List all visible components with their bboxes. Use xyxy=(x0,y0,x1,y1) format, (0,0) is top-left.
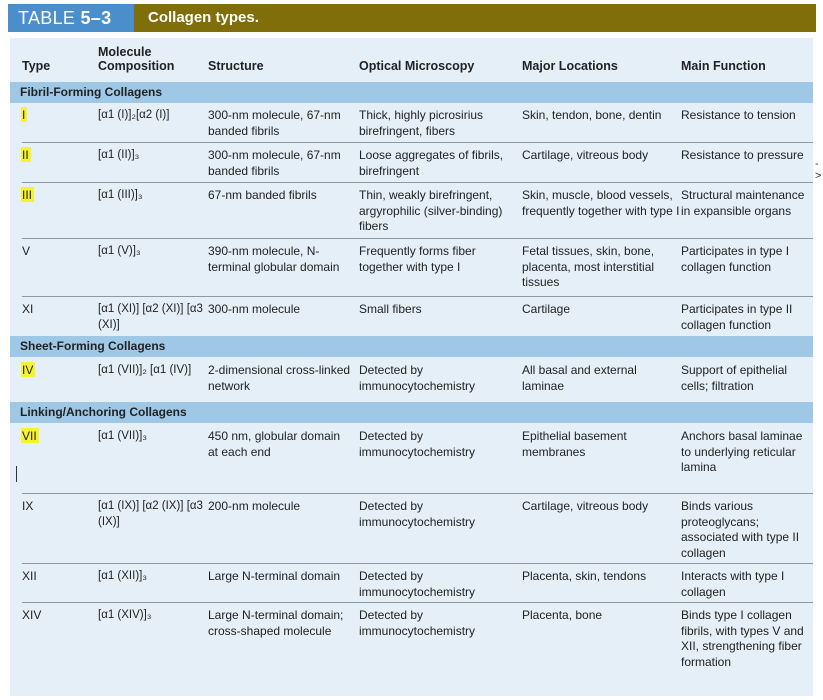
cell-optical xyxy=(359,363,519,394)
composition-text: [α1 (XIV)]₃ xyxy=(98,609,152,621)
cell-type xyxy=(22,244,30,260)
table-title-bar xyxy=(8,4,816,32)
cell-type xyxy=(22,108,27,124)
cell-locations xyxy=(522,608,682,624)
structure-text: 2-dimensional cross-linked network xyxy=(208,363,351,393)
cell-function xyxy=(681,244,811,275)
type-text: I xyxy=(22,108,26,122)
function-text: Structural maintenance in expansible organs xyxy=(681,188,805,218)
type-text: VII xyxy=(22,429,37,443)
header-type: Type xyxy=(22,59,51,73)
section-header: Sheet-Forming Collagens xyxy=(10,336,813,357)
cell-composition xyxy=(98,363,208,379)
cell-composition xyxy=(98,608,208,624)
type-text: II xyxy=(22,148,29,162)
header-structure: Structure xyxy=(208,59,264,73)
optical-text: Detected by immunocytochemistry xyxy=(359,499,476,529)
cell-locations xyxy=(522,499,682,515)
table-number: 5–3 xyxy=(80,8,112,28)
locations-text: Placenta, bone xyxy=(522,608,603,622)
optical-text: Frequently forms fiber together with type I xyxy=(359,244,476,274)
type-text: XI xyxy=(22,302,34,316)
cell-optical xyxy=(359,429,519,460)
locations-text: Cartilage, vitreous body xyxy=(522,148,649,162)
table-row xyxy=(10,143,813,183)
cell-composition xyxy=(98,244,208,260)
optical-text: Loose aggregates of fibrils, birefringent xyxy=(359,148,504,178)
cell-composition xyxy=(98,148,208,164)
cell-function xyxy=(681,302,811,333)
optical-text: Thin, weakly birefringent, argyrophilic (silver-binding) fibers xyxy=(359,188,503,233)
composition-text: [α1 (II)]₃ xyxy=(98,149,140,161)
cell-function xyxy=(681,429,811,476)
cell-locations xyxy=(522,188,682,219)
composition-text: [α1 (I)]₂[α2 (I)] xyxy=(98,109,170,121)
structure-text: 450 nm, globular domain at each end xyxy=(208,429,341,459)
cell-optical xyxy=(359,108,519,139)
table-row xyxy=(10,494,813,564)
locations-text: Skin, tendon, bone, dentin xyxy=(522,108,662,122)
section-header: Fibril-Forming Collagens xyxy=(10,82,813,103)
cell-type xyxy=(22,499,33,515)
cell-composition xyxy=(98,188,208,204)
cell-locations xyxy=(522,148,682,164)
table-label: TABLE xyxy=(18,8,76,28)
cell-structure xyxy=(208,363,353,394)
cell-structure xyxy=(208,429,353,460)
function-text: Support of epithelial cells; filtration xyxy=(681,363,788,393)
structure-text: 390-nm molecule, N-terminal globular domain xyxy=(208,244,340,274)
cell-composition xyxy=(98,569,208,585)
structure-text: 300-nm molecule, 67-nm banded fibrils xyxy=(208,108,341,138)
cell-locations xyxy=(522,429,682,460)
cell-locations xyxy=(522,244,682,291)
cell-function xyxy=(681,148,811,164)
cell-type xyxy=(22,148,31,164)
cell-structure xyxy=(208,108,353,139)
function-text: Binds type I collagen fibrils, with types V and XII, strengthening fiber formation xyxy=(681,608,804,669)
cell-function xyxy=(681,569,811,600)
cell-optical xyxy=(359,244,519,275)
cell-structure xyxy=(208,244,353,275)
cell-function xyxy=(681,108,811,124)
cell-optical xyxy=(359,148,519,179)
cell-optical xyxy=(359,188,519,235)
locations-text: Cartilage, vitreous body xyxy=(522,499,649,513)
cell-type xyxy=(22,363,35,379)
cell-type xyxy=(22,569,37,585)
table-row xyxy=(10,564,813,603)
table-row xyxy=(10,297,813,336)
table-row xyxy=(10,358,813,402)
structure-text: Large N-terminal domain; cross-shaped molecule xyxy=(208,608,344,638)
type-text: V xyxy=(22,244,31,258)
function-text: Resistance to pressure xyxy=(681,148,804,162)
optical-text: Thick, highly picrosirius birefringent, fibers xyxy=(359,108,484,138)
table-row xyxy=(10,603,813,696)
cell-function xyxy=(681,188,811,219)
header-optical: Optical Microscopy xyxy=(359,59,475,73)
collagen-table xyxy=(10,38,813,696)
cell-optical xyxy=(359,608,519,639)
table-row xyxy=(10,239,813,297)
function-text: Interacts with type I collagen xyxy=(681,569,785,599)
cell-type xyxy=(22,429,39,445)
locations-text: Skin, muscle, blood vessels, frequently together with type I xyxy=(522,188,680,218)
table-row xyxy=(10,103,813,143)
optical-text: Detected by immunocytochemistry xyxy=(359,363,476,393)
function-text: Anchors basal laminae to underlying reticular lamina xyxy=(681,429,803,474)
locations-text: Placenta, skin, tendons xyxy=(522,569,647,583)
optical-text: Detected by immunocytochemistry xyxy=(359,569,476,599)
table-row xyxy=(10,424,813,494)
table-number-badge xyxy=(8,4,134,32)
composition-text: [α1 (XII)]₃ xyxy=(98,570,148,582)
composition-text: [α1 (IX)] [α2 (IX)] [α3 (IX)] xyxy=(98,500,203,528)
cell-optical xyxy=(359,569,519,600)
type-text: XIV xyxy=(22,608,42,622)
cell-type xyxy=(22,302,33,318)
type-text: XII xyxy=(22,569,37,583)
structure-text: 67-nm banded fibrils xyxy=(208,188,317,202)
cell-locations xyxy=(522,302,682,318)
type-text: IX xyxy=(22,499,34,513)
header-locations: Major Locations xyxy=(522,59,618,73)
locations-text: Fetal tissues, skin, bone, placenta, most interstitial tissues xyxy=(522,244,655,289)
composition-text: [α1 (V)]₃ xyxy=(98,245,141,257)
locations-text: All basal and external laminae xyxy=(522,363,637,393)
cell-locations xyxy=(522,363,682,394)
structure-text: 300-nm molecule xyxy=(208,302,301,316)
cell-structure xyxy=(208,302,353,318)
optical-text: Detected by immunocytochemistry xyxy=(359,608,476,638)
function-text: Participates in type I collagen function xyxy=(681,244,790,274)
type-text: IV xyxy=(22,363,34,377)
function-text: Binds various proteoglycans; associated with type II collagen xyxy=(681,499,800,560)
cell-composition xyxy=(98,499,208,530)
cell-function xyxy=(681,608,811,670)
cell-structure xyxy=(208,148,353,179)
margin-arrow: -> xyxy=(815,158,822,182)
cell-structure xyxy=(208,499,353,515)
cell-composition xyxy=(98,302,208,333)
table-title: Collagen types. xyxy=(148,9,259,26)
cell-type xyxy=(22,188,34,204)
cell-composition xyxy=(98,429,208,445)
text-cursor xyxy=(16,466,17,482)
table-header xyxy=(10,38,813,80)
cell-type xyxy=(22,608,41,624)
optical-text: Detected by immunocytochemistry xyxy=(359,429,476,459)
cell-function xyxy=(681,499,811,561)
optical-text: Small fibers xyxy=(359,302,422,316)
composition-text: [α1 (XI)] [α2 (XI)] [α3 (XI)] xyxy=(98,303,203,331)
cell-structure xyxy=(208,188,353,204)
cell-structure xyxy=(208,569,353,585)
structure-text: 200-nm molecule xyxy=(208,499,301,513)
section-header: Linking/Anchoring Collagens xyxy=(10,402,813,423)
function-text: Participates in type II collagen function xyxy=(681,302,793,332)
cell-optical xyxy=(359,499,519,530)
composition-text: [α1 (VII)]₃ xyxy=(98,430,148,442)
cell-function xyxy=(681,363,811,394)
type-text: III xyxy=(22,188,33,202)
header-composition: Molecule Composition xyxy=(98,45,175,73)
function-text: Resistance to tension xyxy=(681,108,796,122)
header-function: Main Function xyxy=(681,59,766,73)
composition-text: [α1 (III)]₃ xyxy=(98,189,143,201)
locations-text: Cartilage xyxy=(522,302,571,316)
locations-text: Epithelial basement membranes xyxy=(522,429,627,459)
cell-composition xyxy=(98,108,208,124)
cell-structure xyxy=(208,608,353,639)
cell-locations xyxy=(522,108,682,124)
structure-text: 300-nm molecule, 67-nm banded fibrils xyxy=(208,148,341,178)
table-row xyxy=(10,183,813,239)
cell-locations xyxy=(522,569,682,585)
structure-text: Large N-terminal domain xyxy=(208,569,341,583)
composition-text: [α1 (VII)]₂ [α1 (IV)] xyxy=(98,364,192,376)
cell-optical xyxy=(359,302,519,318)
